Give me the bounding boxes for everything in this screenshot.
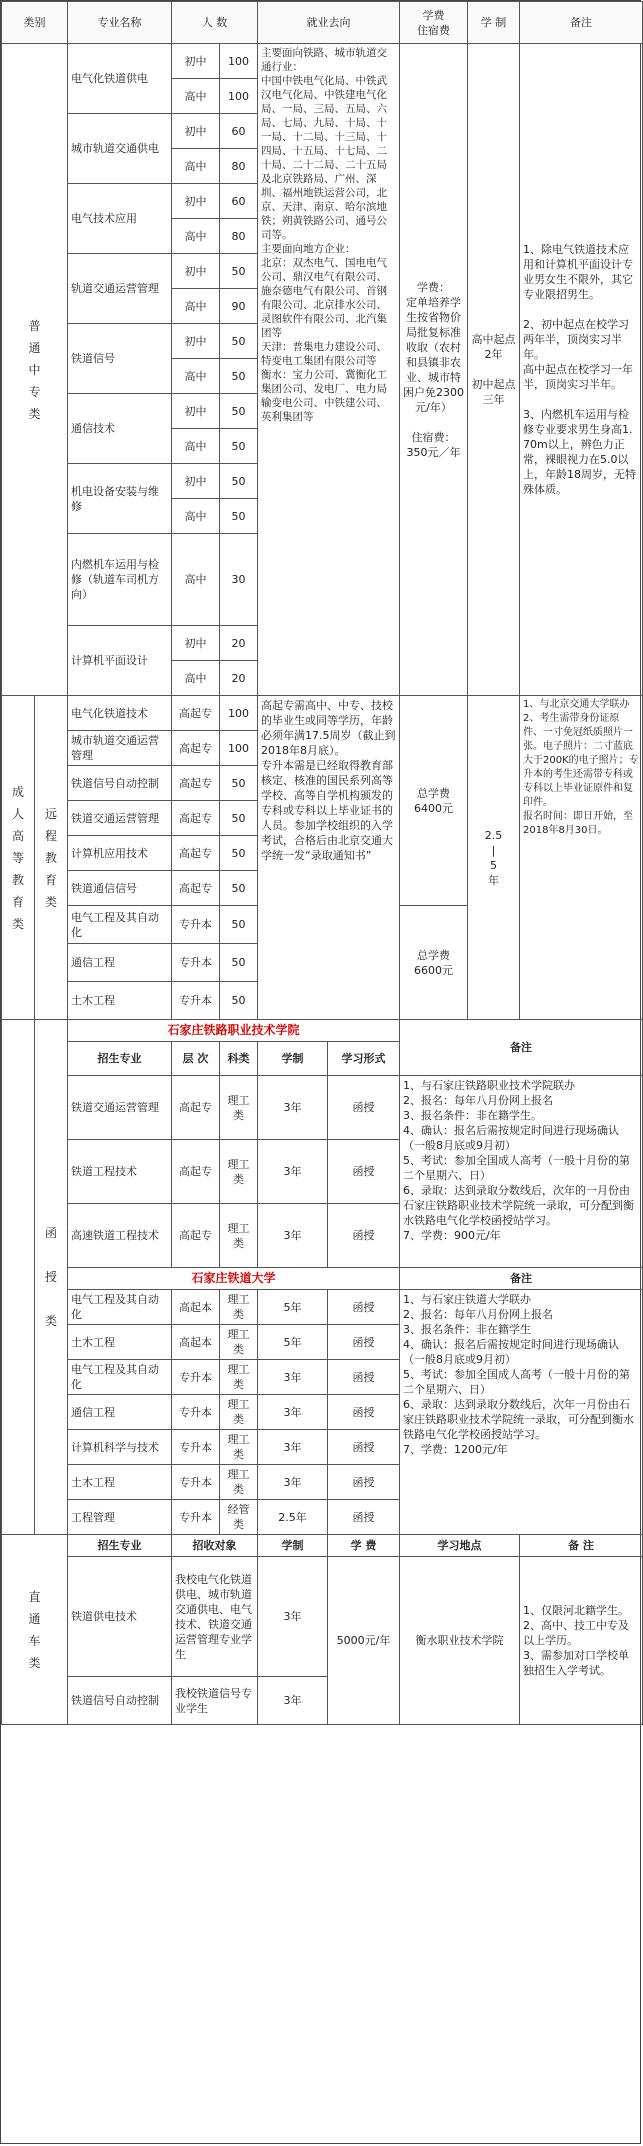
header-count: 人 数 (172, 2, 258, 44)
correspondence-section (2, 1020, 643, 1535)
level-cell: 高中 (172, 661, 220, 696)
major-name: 土木工程 (68, 1325, 172, 1360)
count-cell: 50 (220, 324, 258, 359)
major-name: 土木工程 (68, 1465, 172, 1500)
major-name: 电气工程及其自动化 (68, 1290, 172, 1325)
target-cell: 我校铁道信号专业学生 (172, 1677, 258, 1725)
school-title: 石家庄铁道大学 (68, 1268, 400, 1290)
employ-cell: 高起专需高中、中专、技校的毕业生或同等学历，年龄必须年满17.5周岁（截止到2018年8月底）。 专升本需是已经取得教育部核定、核准的国民系列高等学校、高等自学机构颁发的专科或专科以上毕业证书的人员。参加学校组织的入学考试，合格后由北京交通大学统一发“录取通知书” (258, 696, 400, 1020)
header-employ: 就业去向 (258, 2, 400, 44)
direct-header-row (2, 1535, 643, 1557)
direct-category: 直 通 车 类 (2, 1535, 68, 1725)
kind-cell: 理工类 (220, 1290, 258, 1325)
level-cell: 高中 (172, 429, 220, 464)
kind-cell: 理工类 (220, 1204, 258, 1268)
level-cell: 初中 (172, 184, 220, 219)
level-cell: 高起专 (172, 1076, 220, 1140)
duration-cell: 3年 (258, 1140, 328, 1204)
table-row (2, 1076, 643, 1140)
direct-section (2, 1535, 643, 1725)
major-name: 铁道交通运营管理 (68, 1076, 172, 1140)
category-cell: 普 通 中 专 类 (2, 44, 68, 696)
form-cell: 函授 (328, 1395, 400, 1430)
level-cell: 高起专 (172, 871, 220, 906)
remote-section (2, 696, 643, 1020)
count-cell: 20 (220, 661, 258, 696)
notes-cell: 1、与北京交通大学联办 2、考生需带身份证原件、一寸免冠纸质照片一张。电子照片：二寸蓝底大于200K的电子照片；专升本的考生还需带专科或专科以上毕业证原件和复印件。 报名时间：即日开始，至2018年8月30日。 (520, 696, 643, 1020)
table-row (2, 1557, 643, 1677)
count-cell: 50 (220, 944, 258, 982)
corr-header: 学习形式 (328, 1042, 400, 1076)
major-name: 计算机平面设计 (68, 626, 172, 696)
employ-cell: 主要面向铁路、城市轨道交通行业： 中国中铁电气化局、中铁武汉电气化局、中铁建电气化局、一局、三局、五局、六局、七局、九局、十局、十一局、十二局、十三局、十四局、十五局、十七局、二十局、二十二局、二十五局及北京铁路局、广州、深圳、福州地铁运营公司，北京、天津、南京、哈尔滨地铁；朔黄铁路公司、通号公司等。 主要面向地方企业： 北京：双杰电气、国电电气公司、鼎汉电气有限公司、施奈德电气有限公司、首钢有限公司、北京排水公司、灵图软件有限公司、北汽集团等 天津：普集电力建设公司、特变电工集团有限公司等 衡水：宝力公司、冀衡化工集团公司、发电厂、电力局输变电公司、中铁建公司、英利集团等 (258, 44, 400, 696)
level-cell: 专升本 (172, 982, 220, 1020)
header-major: 专业名称 (68, 2, 172, 44)
count-cell: 50 (220, 359, 258, 394)
level-cell: 初中 (172, 394, 220, 429)
fee-cell: 总学费 6600元 (400, 906, 468, 1020)
level-cell: 初中 (172, 114, 220, 149)
form-cell: 函授 (328, 1360, 400, 1395)
major-name: 计算机科学与技术 (68, 1430, 172, 1465)
duration-cell: 3年 (258, 1557, 328, 1677)
count-cell: 50 (220, 836, 258, 871)
school-title-row (2, 1020, 643, 1042)
level-cell: 高中 (172, 359, 220, 394)
level-cell: 高中 (172, 289, 220, 324)
school-title-row (2, 1268, 643, 1290)
duration-cell: 5年 (258, 1290, 328, 1325)
table-row (2, 1290, 643, 1325)
main-table (1, 1, 643, 696)
major-name: 土木工程 (68, 982, 172, 1020)
form-cell: 函授 (328, 1204, 400, 1268)
kind-cell: 理工类 (220, 1140, 258, 1204)
corr-header: 层 次 (172, 1042, 220, 1076)
count-cell: 100 (220, 731, 258, 766)
major-name: 通信技术 (68, 394, 172, 464)
header-duration: 学 制 (468, 2, 520, 44)
correspondence-table (1, 1019, 643, 1535)
notes-title: 备注 (400, 1268, 643, 1290)
duration-cell: 3年 (258, 1430, 328, 1465)
level-cell: 初中 (172, 324, 220, 359)
level-cell: 专升本 (172, 1465, 220, 1500)
level-cell: 高起专 (172, 801, 220, 836)
major-name: 电气化铁道供电 (68, 44, 172, 114)
count-cell: 50 (220, 394, 258, 429)
corr-header: 招生专业 (68, 1042, 172, 1076)
notes-cell: 1、与石家庄铁路职业技术学院联办 2、报名：每年八月份网上报名 3、报名条件：非在籍学生。 4、确认：报名后需按规定时间进行现场确认（一般8月底或9月初） 5、考试：参加全国成人高考（一般十月份的第二个星期六、日） 6、录取：达到录取分数线后，次年的一月份由石家庄铁路职业技术学院统一录取，可分配到衡水铁路电气化学校函授站学习。 7、学费：900元/年 (400, 1076, 643, 1268)
major-name: 城市轨道交通运营管理 (68, 731, 172, 766)
header-notes: 备注 (520, 2, 643, 44)
count-cell: 100 (220, 44, 258, 79)
count-cell: 100 (220, 79, 258, 114)
direct-header: 备 注 (520, 1535, 643, 1557)
major-name: 铁道通信信号 (68, 871, 172, 906)
count-cell: 50 (220, 982, 258, 1020)
duration-cell: 3年 (258, 1465, 328, 1500)
major-name: 铁道工程技术 (68, 1140, 172, 1204)
level-cell: 专升本 (172, 1395, 220, 1430)
duration-cell: 3年 (258, 1204, 328, 1268)
duration-cell: 3年 (258, 1360, 328, 1395)
major-name: 电气工程及其自动化 (68, 1360, 172, 1395)
major-name: 铁道信号 (68, 324, 172, 394)
count-cell: 80 (220, 219, 258, 254)
direct-header: 招生专业 (68, 1535, 172, 1557)
notes-cell: 1、与石家庄铁道大学联办 2、报名：每年八月份网上报名 3、报名条件：非在籍学生 4、确认：报名后需按规定时间进行现场确认（一般8月底或9月初） 5、考试：参加全国成人高考（一般十月份的第二个星期六、日） 6、录取：达到录取分数线后，次年一月份由石家庄铁路职业技术学院统一录取，可分配到衡水铁路电气化学校函授站学习。 7、学费：1200元/年 (400, 1290, 643, 1535)
kind-cell: 理工类 (220, 1430, 258, 1465)
notes-cell: 1、仅限河北籍学生。 2、高中、技工中专及以上学历。 3、需参加对口学校单独招生入学考试。 (520, 1557, 643, 1725)
major-name: 铁道交通运营管理 (68, 801, 172, 836)
form-cell: 函授 (328, 1290, 400, 1325)
level-cell: 初中 (172, 464, 220, 499)
major-name: 机电设备安装与维修 (68, 464, 172, 534)
level-cell: 初中 (172, 254, 220, 289)
level-cell: 高起专 (172, 1140, 220, 1204)
adult-category: 成 人 高 等 教 育 类 (2, 696, 35, 1020)
count-cell: 50 (220, 871, 258, 906)
level-cell: 高中 (172, 79, 220, 114)
level-cell: 高起专 (172, 731, 220, 766)
major-name: 工程管理 (68, 1500, 172, 1535)
form-cell: 函授 (328, 1465, 400, 1500)
adult-category-continued (2, 1020, 35, 1535)
kind-cell: 理工类 (220, 1465, 258, 1500)
duration-cell: 3年 (258, 1395, 328, 1430)
level-cell: 初中 (172, 44, 220, 79)
count-cell: 50 (220, 906, 258, 944)
major-name: 通信工程 (68, 944, 172, 982)
fee-cell: 5000元/年 (328, 1557, 400, 1725)
count-cell: 80 (220, 149, 258, 184)
form-cell: 函授 (328, 1140, 400, 1204)
kind-cell: 理工类 (220, 1395, 258, 1430)
major-name: 电气工程及其自动化 (68, 906, 172, 944)
level-cell: 高中 (172, 219, 220, 254)
table-row (2, 44, 643, 79)
direct-header: 学习地点 (400, 1535, 520, 1557)
form-cell: 函授 (328, 1430, 400, 1465)
level-cell: 高中 (172, 499, 220, 534)
major-name: 内燃机车运用与检修（轨道车司机方向） (68, 534, 172, 626)
level-cell: 专升本 (172, 906, 220, 944)
major-name: 计算机应用技术 (68, 836, 172, 871)
level-cell: 高起专 (172, 1204, 220, 1268)
major-name: 铁道信号自动控制 (68, 766, 172, 801)
count-cell: 50 (220, 801, 258, 836)
level-cell: 高起本 (172, 1290, 220, 1325)
level-cell: 初中 (172, 626, 220, 661)
direct-header: 学制 (258, 1535, 328, 1557)
notes-title: 备注 (400, 1020, 643, 1076)
notes-cell: 1、除电气铁道技术应用和计算机平面设计专业男女生不限外，其它专业限招男生。 2、初中起点在校学习两年半，顶岗实习半年。 高中起点在校学习一年半，顶岗实习半年。 3、内燃机车运用与检修专业要求男生身高1.70m以上，辨色力正常，裸眼视力在5.0以上，年龄18周岁，无特殊体质。 (520, 44, 643, 696)
count-cell: 60 (220, 184, 258, 219)
count-cell: 100 (220, 696, 258, 731)
corr-category: 函 授 类 (35, 1020, 68, 1535)
remote-category: 远 程 教 育 类 (35, 696, 68, 1020)
count-cell: 20 (220, 626, 258, 661)
corr-header: 学制 (258, 1042, 328, 1076)
level-cell: 高起专 (172, 766, 220, 801)
major-name: 高速铁道工程技术 (68, 1204, 172, 1268)
duration-cell: 高中起点2年 初中起点三年 (468, 44, 520, 696)
target-cell: 我校电气化铁道供电、城市轨道交通供电、电气技术、铁道交通运营管理专业学生 (172, 1557, 258, 1677)
form-cell: 函授 (328, 1500, 400, 1535)
header-fee: 学费 住宿费 (400, 2, 468, 44)
table-row (2, 696, 643, 731)
duration-cell: 3年 (258, 1677, 328, 1725)
major-name: 铁道信号自动控制 (68, 1677, 172, 1725)
count-cell: 30 (220, 534, 258, 626)
major-name: 通信工程 (68, 1395, 172, 1430)
major-name: 电气化铁道技术 (68, 696, 172, 731)
duration-cell: 5年 (258, 1325, 328, 1360)
header-category: 类别 (2, 2, 68, 44)
duration-cell: 3年 (258, 1076, 328, 1140)
direct-header: 学 费 (328, 1535, 400, 1557)
count-cell: 50 (220, 254, 258, 289)
form-cell: 函授 (328, 1076, 400, 1140)
level-cell: 高起本 (172, 1325, 220, 1360)
count-cell: 50 (220, 464, 258, 499)
major-name: 轨道交通运营管理 (68, 254, 172, 324)
putong-section (2, 44, 643, 696)
count-cell: 50 (220, 499, 258, 534)
major-name: 城市轨道交通供电 (68, 114, 172, 184)
count-cell: 60 (220, 114, 258, 149)
form-cell: 函授 (328, 1325, 400, 1360)
kind-cell: 理工类 (220, 1325, 258, 1360)
level-cell: 高起专 (172, 836, 220, 871)
level-cell: 专升本 (172, 1430, 220, 1465)
kind-cell: 理工类 (220, 1076, 258, 1140)
fee-cell: 学费： 定单培养学生按省物价局批复标准收取（农村和县镇非农业、城市特困户免2300元/年） 住宿费： 350元／年 (400, 44, 468, 696)
level-cell: 高中 (172, 534, 220, 626)
level-cell: 专升本 (172, 1360, 220, 1395)
remote-table (1, 695, 643, 1020)
duration-cell: 2.5年 (258, 1500, 328, 1535)
level-cell: 高中 (172, 149, 220, 184)
direct-header: 招收对象 (172, 1535, 258, 1557)
kind-cell: 理工类 (220, 1360, 258, 1395)
header-row (2, 2, 643, 44)
count-cell: 50 (220, 766, 258, 801)
count-cell: 50 (220, 429, 258, 464)
direct-table (1, 1534, 643, 1725)
level-cell: 专升本 (172, 944, 220, 982)
corr-header: 科类 (220, 1042, 258, 1076)
fee-cell: 总学费 6400元 (400, 696, 468, 906)
major-name: 电气技术应用 (68, 184, 172, 254)
level-cell: 高起专 (172, 696, 220, 731)
place-cell: 衡水职业技术学院 (400, 1557, 520, 1725)
major-name: 铁道供电技术 (68, 1557, 172, 1677)
school-title: 石家庄铁路职业技术学院 (68, 1020, 400, 1042)
count-cell: 90 (220, 289, 258, 324)
kind-cell: 经管类 (220, 1500, 258, 1535)
level-cell: 专升本 (172, 1500, 220, 1535)
duration-cell: 2.5 | 5 年 (468, 696, 520, 1020)
